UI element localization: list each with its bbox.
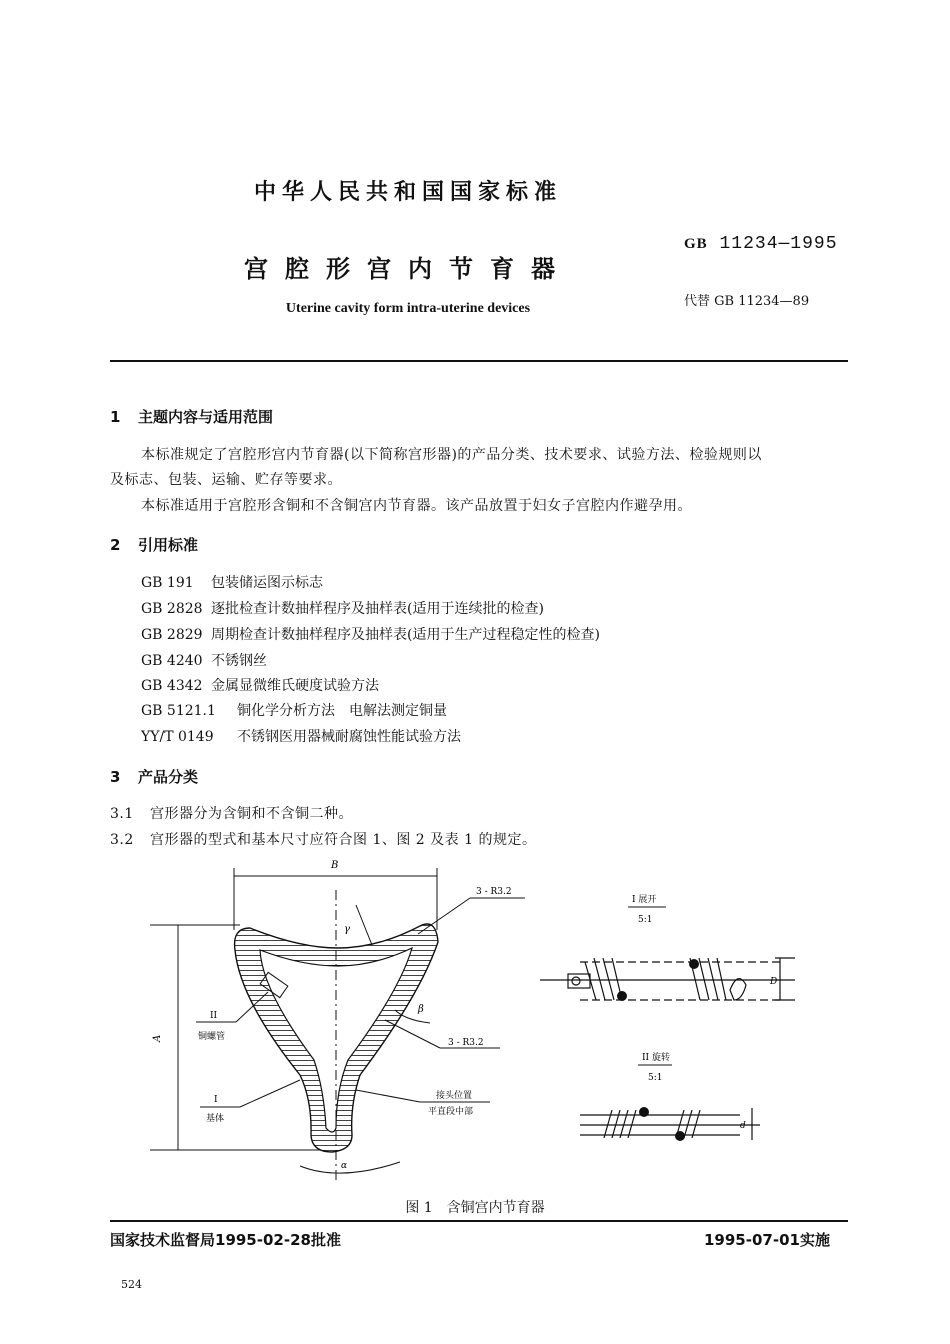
standard-prefix: GB [684, 236, 708, 252]
detail-1-drawing [540, 958, 795, 1000]
reference-item [141, 675, 379, 695]
section-title: 主题内容与适用范围 [138, 408, 274, 426]
header-divider [110, 360, 848, 362]
reference-title: 不锈钢丝 [211, 653, 267, 669]
section-number: 1 [110, 408, 121, 426]
figure-1-drawing [0, 850, 950, 1195]
joint-label-2: 平直段中部 [428, 1107, 474, 1117]
section-2-heading [110, 534, 198, 555]
reference-code: GB 2828 [141, 601, 203, 617]
reference-title: 铜化学分析方法 电解法测定铜量 [237, 703, 447, 719]
detail-2-drawing [580, 1108, 760, 1140]
label-beta: β [418, 1004, 424, 1015]
footer-divider [110, 1220, 848, 1222]
reference-code: GB 5121.1 [141, 703, 216, 719]
reference-item [141, 598, 544, 618]
detail-1-weld-dot [689, 959, 699, 969]
reference-item [141, 624, 600, 644]
standard-org-title: 中华人民共和国国家标准 [253, 180, 562, 205]
label-b: B [331, 860, 339, 871]
clause-text: 宫形器的型式和基本尺寸应符合图 1、图 2 及表 1 的规定。 [150, 832, 537, 848]
effective-date: 1995-07-01实施 [704, 1231, 830, 1249]
reference-item [141, 572, 323, 592]
clause-text: 宫形器分为含铜和不含铜二种。 [150, 806, 353, 822]
reference-code: GB 4342 [141, 678, 203, 694]
label-a: A [152, 1034, 163, 1042]
reference-item [141, 700, 447, 720]
standard-code [684, 234, 838, 254]
section-title: 引用标准 [138, 536, 199, 554]
reference-item [141, 650, 267, 670]
document-title: 宫腔形宫内节育器 [244, 255, 572, 283]
reference-code: GB 191 [141, 575, 194, 591]
section-3-heading [110, 766, 198, 787]
label-d-inner: d [740, 1121, 746, 1131]
detail-1-scale: 5:1 [638, 915, 653, 925]
detail-2-title: II 旋转 [642, 1053, 670, 1063]
detail-1-weld-dot [617, 991, 627, 1001]
clause-number: 3.2 [110, 832, 134, 848]
reference-code: GB 2829 [141, 627, 203, 643]
reference-title: 金属显微维氏硬度试验方法 [211, 678, 379, 694]
clause-3-2 [110, 829, 536, 849]
joint-label-1: 接头位置 [436, 1091, 473, 1101]
reference-code: GB 4240 [141, 653, 203, 669]
section-title: 产品分类 [138, 768, 199, 786]
section-1-heading [110, 406, 273, 427]
copper-tube-number: II [210, 1011, 218, 1021]
paragraph-line: 及标志、包装、运输、贮存等要求。 [110, 472, 342, 488]
reference-title: 包装储运图示标志 [211, 575, 323, 591]
paragraph-line: 本标准规定了宫腔形宫内节育器(以下简称宫形器)的产品分类、技术要求、试验方法、检验规则以 [141, 447, 762, 463]
reference-title: 周期检查计数抽样程序及抽样表(适用于生产过程稳定性的检查) [211, 627, 600, 643]
detail-2-weld-dot [675, 1131, 685, 1141]
document-title-english: Uterine cavity form intra-uterine devices [285, 301, 531, 316]
reference-item [141, 726, 461, 746]
reference-code: YY/T 0149 [141, 729, 214, 745]
base-number: I [214, 1095, 218, 1105]
detail-2-scale: 5:1 [648, 1073, 663, 1083]
clause-3-1 [110, 803, 353, 823]
detail-1-title: I 展开 [632, 895, 657, 905]
label-d-outer: D [770, 977, 778, 987]
paragraph-line: 本标准适用于宫腔形含铜和不含铜宫内节育器。该产品放置于妇女子宫腔内作避孕用。 [141, 498, 692, 514]
label-gamma: γ [344, 924, 350, 935]
label-alpha: α [341, 1161, 348, 1171]
detail-2-weld-dot [639, 1107, 649, 1117]
standard-number: 11234—1995 [719, 234, 838, 254]
section-number: 3 [110, 768, 121, 786]
label-radius-side: 3 - R3.2 [448, 1038, 484, 1048]
figure-caption: 图 1 含铜宫内节育器 [405, 1200, 545, 1216]
reference-title: 不锈钢医用器械耐腐蚀性能试验方法 [237, 729, 461, 745]
section-number: 2 [110, 536, 121, 554]
base-label: 基体 [206, 1114, 225, 1124]
label-radius-top: 3 - R3.2 [476, 887, 512, 897]
replaces-standard: 代替 GB 11234—89 [684, 294, 810, 309]
clause-number: 3.1 [110, 806, 134, 822]
approval-note: 国家技术监督局1995-02-28批准 [110, 1231, 341, 1249]
page-number: 524 [121, 1278, 142, 1291]
reference-title: 逐批检查计数抽样程序及抽样表(适用于连续批的检查) [211, 601, 544, 617]
copper-tube-label: 铜螺管 [198, 1032, 226, 1042]
